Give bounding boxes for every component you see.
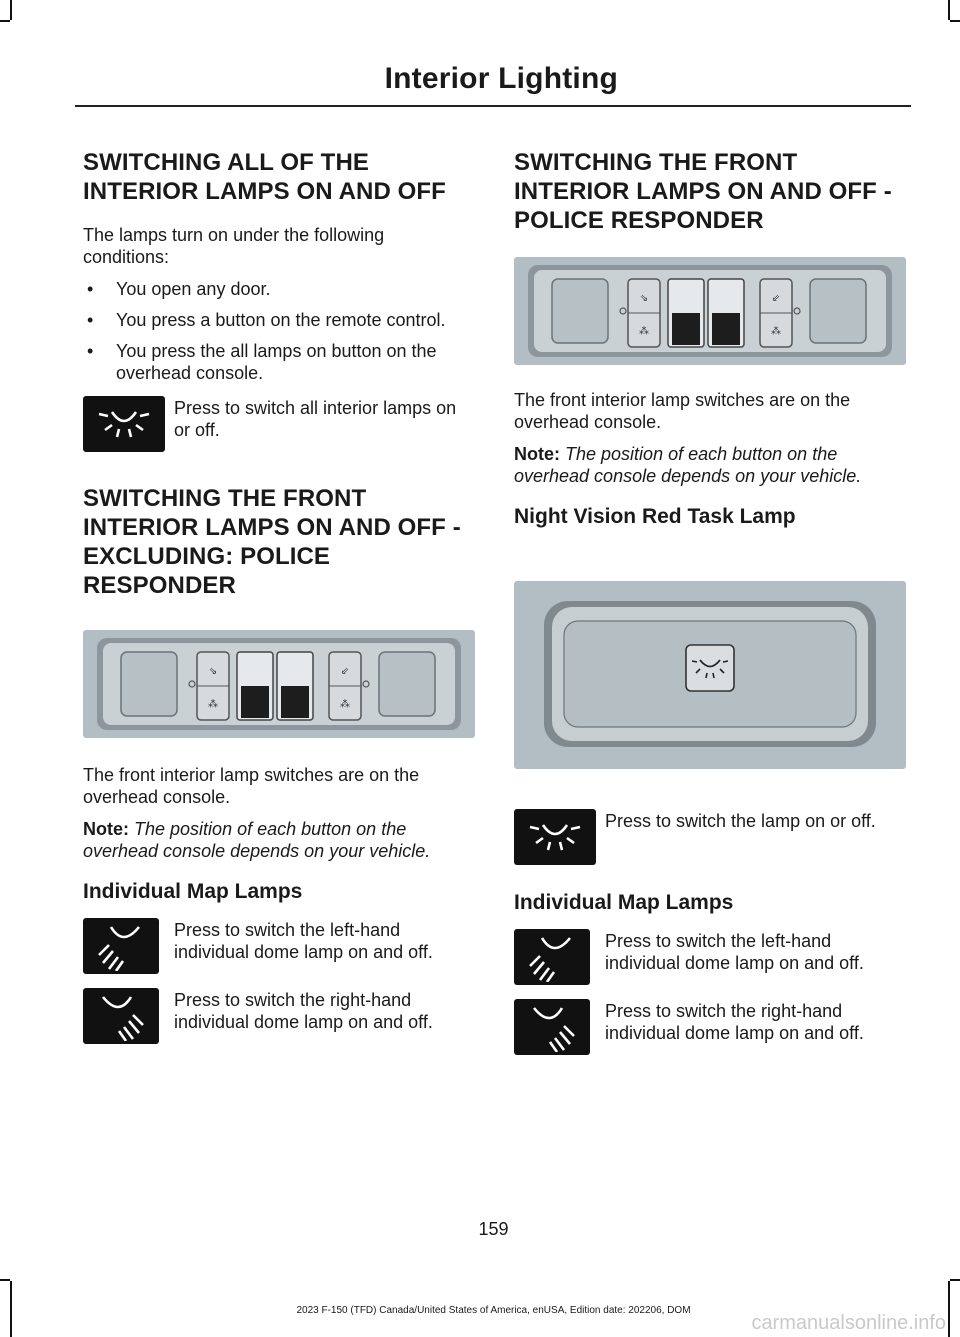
crop-mark xyxy=(950,1279,960,1281)
crop-mark xyxy=(948,0,950,20)
task-lamp-description: Press to switch the lamp on or off. xyxy=(605,811,876,831)
map-lamps-heading-police: Individual Map Lamps xyxy=(514,891,734,914)
left-map-lamp-description: Press to switch the left-hand individual dome lamp on and off. xyxy=(605,931,864,973)
crop-mark xyxy=(0,1279,10,1281)
right-map-lamp-icon xyxy=(83,988,159,1044)
page-number: 159 xyxy=(478,1219,509,1239)
right-map-lamp-row xyxy=(514,999,906,1055)
svg-text:⁂: ⁂ xyxy=(639,326,649,337)
crop-mark xyxy=(10,0,12,20)
note-text: The position of each button on the overhead console depends on your vehicle. xyxy=(83,819,431,861)
section-heading-police: SWITCHING THE FRONT INTERIOR LAMPS ON AND OFF - POLICE RESPONDER xyxy=(514,149,892,234)
red-task-lamp-image xyxy=(514,581,906,769)
list-item: • You press the all lamps on button on the overhead console. xyxy=(83,340,475,384)
svg-text:⁂: ⁂ xyxy=(208,699,218,710)
dome-lamp-icon xyxy=(83,396,165,452)
red-task-lamp-heading: Night Vision Red Task Lamp xyxy=(514,505,796,528)
left-column xyxy=(83,148,475,1058)
section-heading-all-lamps: SWITCHING ALL OF THE INTERIOR LAMPS ON AND OFF xyxy=(83,149,446,205)
edition-footer: 2023 F-150 (TFD) Canada/United States of America, enUSA, Edition date: 202206, DOM xyxy=(296,1305,691,1316)
left-map-lamp-description: Press to switch the left-hand individual dome lamp on and off. xyxy=(174,920,433,962)
right-map-lamp-icon xyxy=(514,999,590,1055)
dome-lamp-icon xyxy=(514,809,596,865)
police-console-note xyxy=(514,443,906,487)
all-lamps-description: Press to switch all interior lamps on or off. xyxy=(174,398,457,440)
conditions-list xyxy=(83,278,475,384)
right-column xyxy=(514,148,906,1069)
right-map-lamp-description: Press to switch the right-hand individual dome lamp on and off. xyxy=(174,990,433,1032)
console-note xyxy=(83,818,475,862)
note-label: Note: xyxy=(83,819,129,839)
list-item: • You open any door. xyxy=(83,278,475,300)
crop-mark xyxy=(0,20,10,22)
svg-text:⁂: ⁂ xyxy=(340,699,350,710)
left-map-lamp-row xyxy=(514,929,906,985)
right-map-lamp-row xyxy=(83,988,475,1044)
svg-text:⇙: ⇙ xyxy=(340,666,350,677)
left-map-lamp-row xyxy=(83,918,475,974)
police-console-body-text: The front interior lamp switches are on the overhead console. xyxy=(514,390,851,432)
map-lamps-heading: Individual Map Lamps xyxy=(83,880,303,903)
overhead-console-image xyxy=(83,630,475,738)
section-heading-front-excluding: SWITCHING THE FRONT INTERIOR LAMPS ON AND OFF - EXCLUDING: POLICE RESPONDER xyxy=(83,485,461,599)
list-item: • You press a button on the remote control. xyxy=(83,309,475,331)
all-lamps-icon-row xyxy=(83,396,475,452)
overhead-console-police-image xyxy=(514,257,906,365)
svg-text:⁂: ⁂ xyxy=(771,326,781,337)
watermark: carmanualsonline.info xyxy=(751,1312,946,1334)
task-lamp-icon-row xyxy=(514,809,906,865)
note-label: Note: xyxy=(514,444,560,464)
right-map-lamp-description: Press to switch the right-hand individual dome lamp on and off. xyxy=(605,1001,864,1043)
svg-text:⇘: ⇘ xyxy=(208,666,218,677)
svg-text:⇘: ⇘ xyxy=(639,293,649,304)
intro-text: The lamps turn on under the following conditions: xyxy=(83,225,385,267)
left-map-lamp-icon xyxy=(83,918,159,974)
svg-text:⇙: ⇙ xyxy=(771,293,781,304)
console-body-text: The front interior lamp switches are on the overhead console. xyxy=(83,765,420,807)
left-map-lamp-icon xyxy=(514,929,590,985)
header-rule xyxy=(75,105,911,107)
crop-mark xyxy=(950,20,960,22)
note-text: The position of each button on the overhead console depends on your vehicle. xyxy=(514,444,862,486)
page-header-title: Interior Lighting xyxy=(384,62,618,95)
